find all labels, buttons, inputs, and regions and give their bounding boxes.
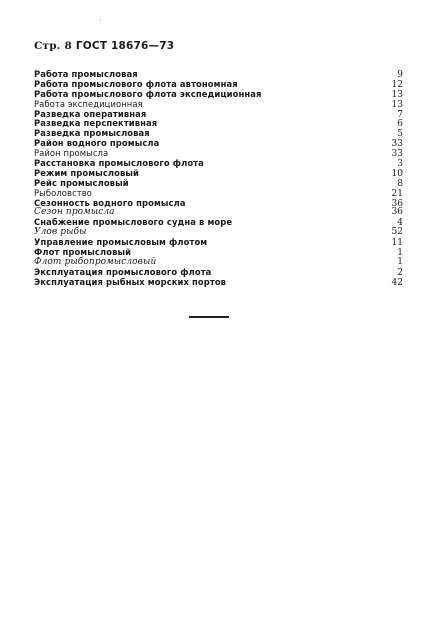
entry-term: Район водного промысла bbox=[34, 138, 160, 149]
entry-term: Работа экспедиционная bbox=[34, 98, 143, 109]
entry-page-number: 5 bbox=[397, 129, 403, 140]
entry-page-number: 4 bbox=[397, 218, 403, 229]
standard-number: ГОСТ 18676—73 bbox=[75, 40, 175, 52]
entry-term: Управление промысловым флотом bbox=[34, 237, 208, 248]
entry-page-number: 33 bbox=[391, 139, 403, 150]
closing-rule bbox=[189, 316, 229, 318]
index-entry bbox=[34, 218, 403, 228]
page-header bbox=[34, 40, 174, 52]
page-label: Стр. 8 bbox=[34, 40, 73, 52]
entry-page-number: 3 bbox=[397, 159, 403, 170]
entry-term: Расстановка промыслового флота bbox=[34, 158, 204, 169]
entry-page-number: 1 bbox=[397, 256, 403, 267]
entry-page-number: 13 bbox=[391, 89, 403, 100]
entry-term: Район промысла bbox=[34, 148, 109, 159]
entry-term: Сезонность водного промысла bbox=[34, 197, 186, 208]
entry-page-number: 52 bbox=[391, 227, 403, 238]
entry-term: Разведка перспективная bbox=[34, 118, 158, 129]
entry-page-number: 12 bbox=[391, 79, 403, 90]
term-index-list bbox=[34, 70, 403, 288]
entry-term: Разведка оперативная bbox=[34, 108, 147, 119]
entry-page-number: 10 bbox=[391, 168, 403, 179]
entry-term: Рыболовство bbox=[34, 187, 93, 198]
entry-term: Работа промысловая bbox=[34, 69, 138, 79]
entry-term: Работа промыслового флота экспедиционная bbox=[34, 88, 262, 99]
entry-page-number: 21 bbox=[391, 188, 403, 199]
entry-term: Сезон промысла bbox=[34, 207, 115, 218]
entry-term: Флот промысловый bbox=[34, 247, 132, 258]
entry-term: Эксплуатация рыбных морских портов bbox=[34, 276, 227, 287]
entry-page-number: 11 bbox=[391, 238, 403, 249]
entry-page-number: 13 bbox=[391, 99, 403, 110]
entry-page-number: 8 bbox=[397, 178, 403, 189]
entry-term: Работа промыслового флота автономная bbox=[34, 78, 238, 89]
entry-page-number: 36 bbox=[391, 207, 403, 218]
entry-page-number: 1 bbox=[397, 248, 403, 259]
entry-term: Флот рыбопромысловый bbox=[34, 256, 157, 267]
entry-page-number: 9 bbox=[397, 70, 403, 80]
index-entry bbox=[34, 278, 403, 288]
entry-term: Режим промысловый bbox=[34, 167, 140, 178]
entry-page-number: 2 bbox=[397, 267, 403, 278]
entry-page-number: 42 bbox=[391, 277, 403, 288]
scan-speck bbox=[100, 19, 101, 20]
entry-page-number: 36 bbox=[391, 198, 403, 209]
entry-term: Снабжение промыслового судна в море bbox=[34, 217, 233, 228]
entry-page-number: 7 bbox=[397, 109, 403, 120]
entry-term: Эксплуатация промыслового флота bbox=[34, 266, 212, 277]
entry-page-number: 33 bbox=[391, 149, 403, 160]
entry-term: Разведка промысловая bbox=[34, 128, 150, 139]
entry-term: Улов рыбы bbox=[34, 227, 87, 238]
entry-term: Рейс промысловый bbox=[34, 177, 129, 188]
entry-page-number: 6 bbox=[397, 119, 403, 130]
